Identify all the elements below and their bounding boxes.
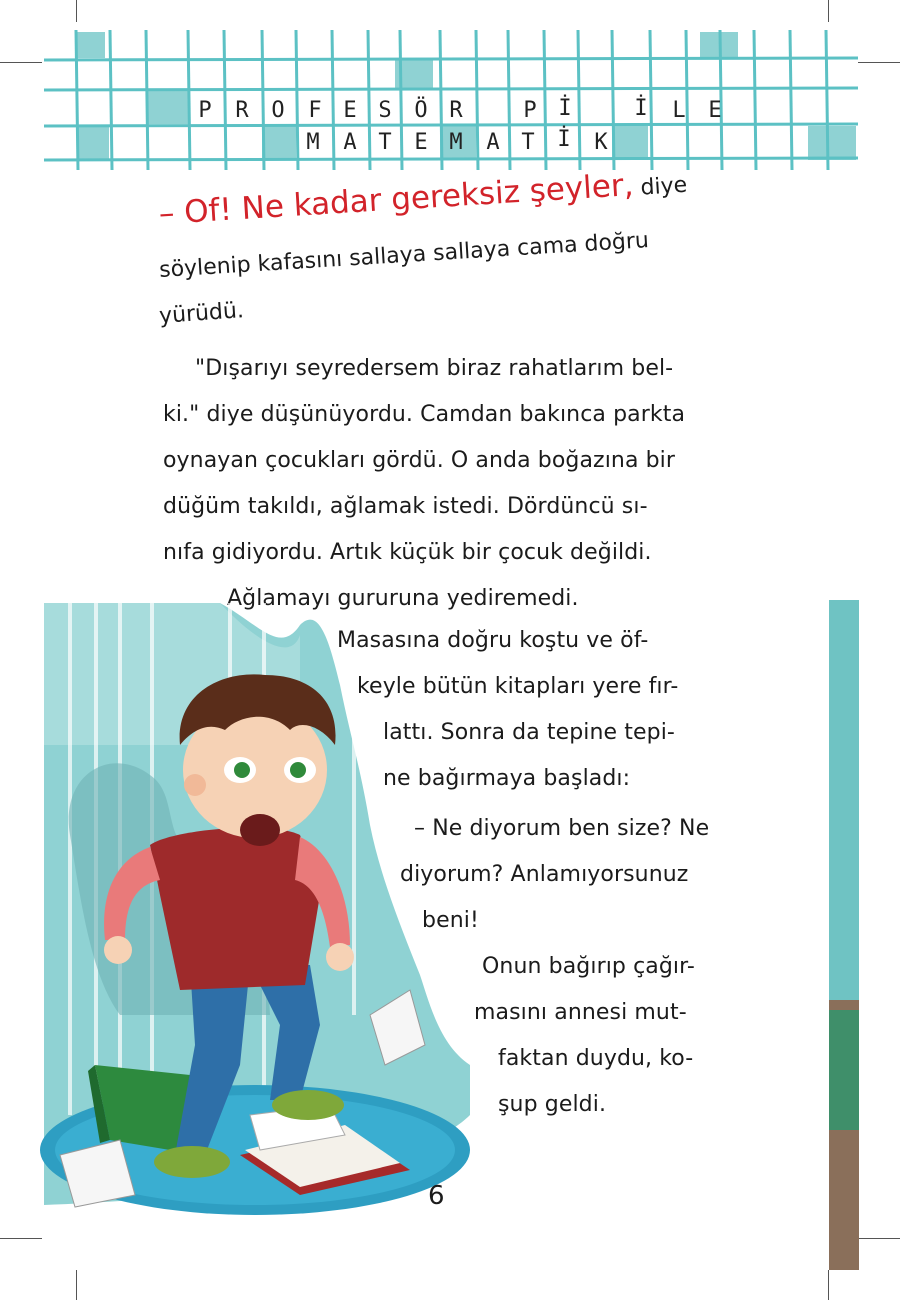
text-line: ki." diye düşünüyordu. Camdan bakınca parkta bbox=[163, 402, 686, 427]
crop-mark bbox=[828, 0, 829, 22]
intro-line-3: yürüdü. bbox=[158, 298, 245, 329]
title-letter: T bbox=[378, 130, 392, 155]
crop-mark bbox=[858, 1238, 900, 1239]
text-line: beni! bbox=[422, 908, 479, 933]
title-letter: M bbox=[449, 130, 463, 155]
book-title bbox=[0, 30, 900, 170]
title-letter: S bbox=[378, 98, 392, 123]
title-letter: E bbox=[343, 98, 357, 123]
text-line: şup geldi. bbox=[498, 1092, 607, 1117]
crop-mark bbox=[76, 0, 77, 22]
paragraph-3 bbox=[474, 944, 726, 1128]
text-line: faktan duydu, ko- bbox=[498, 1046, 694, 1071]
title-letter: İ bbox=[557, 127, 571, 152]
intro-tail: diye bbox=[639, 172, 688, 201]
title-letter: R bbox=[449, 98, 463, 123]
text-line: Ağlamayı gururuna yediremedi. bbox=[227, 586, 579, 611]
text-line: masını annesi mut- bbox=[474, 1000, 687, 1025]
title-letter: Ö bbox=[414, 98, 428, 123]
title-letter: İ bbox=[558, 96, 572, 121]
title-letter: M bbox=[306, 130, 320, 155]
title-letter: P bbox=[523, 98, 537, 123]
text-line: Onun bağırıp çağır- bbox=[482, 954, 695, 979]
text-line: "Dışarıyı seyredersem biraz rahatlarım bel- bbox=[195, 356, 674, 381]
crop-mark bbox=[828, 1270, 829, 1300]
title-letter: R bbox=[235, 98, 249, 123]
paragraph-2 bbox=[335, 618, 725, 802]
title-letter: K bbox=[594, 130, 608, 155]
title-letter: E bbox=[414, 130, 428, 155]
page-number: 6 bbox=[428, 1181, 445, 1211]
title-letter: P bbox=[198, 98, 212, 123]
text-line: oynayan çocukları gördü. O anda boğazına bir bbox=[163, 448, 676, 473]
text-line: – Ne diyorum ben size? Ne bbox=[414, 816, 710, 841]
crop-mark bbox=[0, 1238, 42, 1239]
text-line: nıfa gidiyordu. Artık küçük bir çocuk değildi. bbox=[163, 540, 652, 565]
intro-line-1 bbox=[158, 164, 688, 232]
next-page-edge bbox=[829, 600, 859, 1270]
text-line: düğüm takıldı, ağlamak istedi. Dördüncü sı- bbox=[163, 494, 648, 519]
title-letter: A bbox=[343, 130, 357, 155]
title-letter: E bbox=[708, 98, 722, 123]
text-line: diyorum? Anlamıyorsunuz bbox=[400, 862, 689, 887]
title-letter: F bbox=[308, 98, 322, 123]
dialogue bbox=[400, 806, 725, 944]
title-letter: O bbox=[271, 98, 285, 123]
intro-line-2: söylenip kafasını sallaya sallaya cama doğru bbox=[158, 228, 650, 283]
text-line: ne bağırmaya başladı: bbox=[383, 766, 631, 791]
title-letter: A bbox=[486, 130, 500, 155]
text-line: lattı. Sonra da tepine tepi- bbox=[383, 720, 675, 745]
text-line: keyle bütün kitapları yere fır- bbox=[357, 674, 679, 699]
exclamation-red: – Of! Ne kadar gereksiz şeyler, bbox=[157, 167, 635, 232]
title-letter: L bbox=[672, 98, 686, 123]
crop-mark bbox=[76, 1270, 77, 1300]
title-letter: İ bbox=[634, 96, 648, 121]
text-line: Masasına doğru koştu ve öf- bbox=[337, 628, 649, 653]
paragraph-1 bbox=[163, 346, 723, 622]
title-letter: T bbox=[521, 130, 535, 155]
